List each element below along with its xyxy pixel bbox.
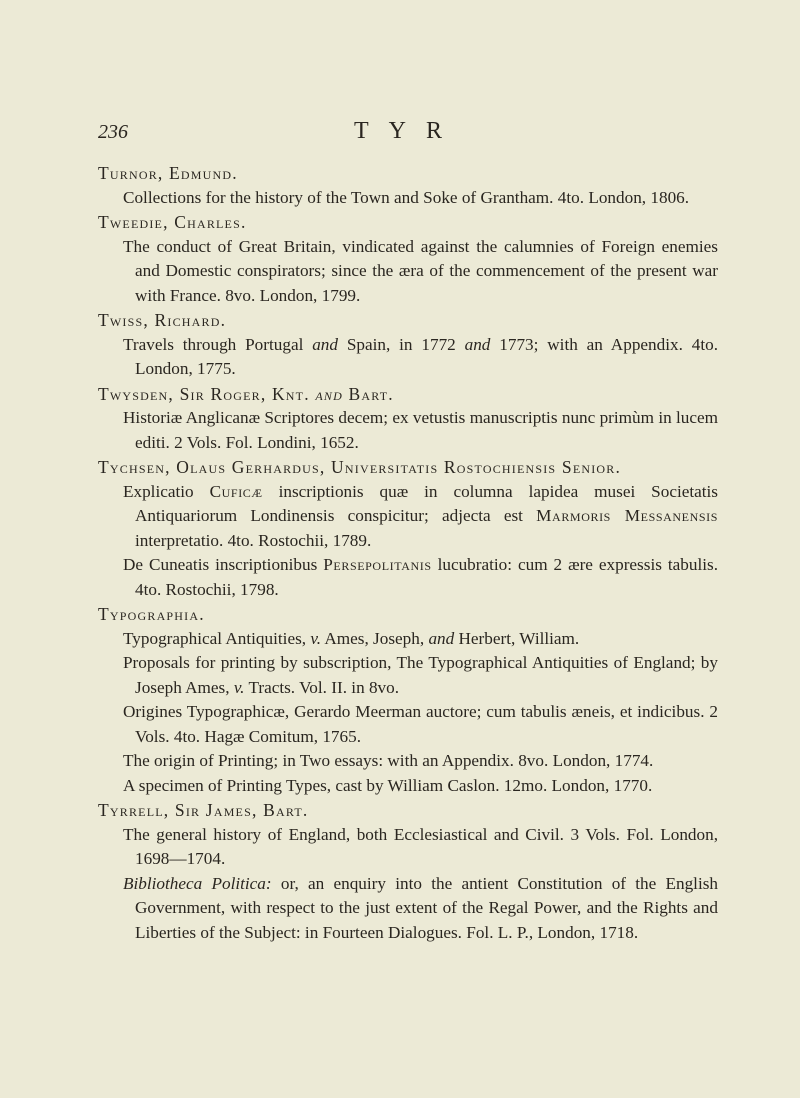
work-entry: De Cuneatis inscriptionibus Persepolitanis lucubratio: cum 2 ære expressis tabulis. 4to. Rostochii, 1798. [123,555,718,599]
work-entry: Proposals for printing by subscription, The Typographical Antiquities of England; by Joseph Ames, v. Tracts. Vol. II. in 8vo. [123,653,718,697]
work-entry: Bibliotheca Politica: or, an enquiry into the antient Constitution of the English Government, with respect to the just extent of the Regal Power, and the Rights and Liberties of the Subject: in Fourteen Dialogues. Fol. L. P., London, 1718. [123,873,718,942]
author-heading: Turnor, Edmund. [98,163,238,183]
work-entry: Origines Typographicæ, Gerardo Meerman auctore; cum tabulis æneis, et indicibus. 2 Vols. 4to. Hagæ Comitum, 1765. [123,702,718,746]
author-heading: Tyrrell, Sir James, Bart. [98,800,309,820]
author-heading: Twiss, Richard. [98,310,227,330]
author-heading: Twysden, Sir Roger, Knt. and Bart. [98,383,394,404]
work-entry: The conduct of Great Britain, vindicated against the calumnies of Foreign enemies and Domestic conspirators; since the æra of the commencement of the present war with France. 8vo. London, 1799. [123,236,718,305]
work-entry: Travels through Portugal and Spain, in 1772 and 1773; with an Appendix. 4to. London, 1775. [123,334,719,378]
work-entry: The origin of Printing; in Two essays: with an Appendix. 8vo. London, 1774. [123,751,654,770]
running-head [98,118,718,151]
work-entry: A specimen of Printing Types, cast by William Caslon. 12mo. London, 1770. [123,775,653,795]
author-heading: Tweedie, Charles. [98,212,247,232]
running-title: TYR [354,118,462,144]
work-entry: Explicatio Cuficæ inscriptionis quæ in columna lapidea musei Societatis Antiquariorum Londinensis conspicitur; adjecta est Marmoris Messanensis interpretatio. 4to. Rostochii, 1789. [123,481,718,550]
author-heading: Tychsen, Olaus Gerhardus, Universitatis Rostochiensis Senior. [98,457,622,477]
author-heading: Typographia. [98,604,205,624]
work-entry: Historiæ Anglicanæ Scriptores decem; ex vetustis manuscriptis nunc primùm in lucem editi. 2 Vols. Fol. Londini, 1652. [123,408,718,452]
work-entry: Typographical Antiquities, v. Ames, Joseph, and Herbert, William. [123,628,580,648]
work-entry: Collections for the history of the Town and Soke of Grantham. 4to. London, 1806. [123,187,690,207]
page-number: 236 [98,121,128,143]
catalogue-entries [98,161,718,945]
work-entry: The general history of England, both Ecclesiastical and Civil. 3 Vols. Fol. London, 1698—1704. [123,824,718,868]
